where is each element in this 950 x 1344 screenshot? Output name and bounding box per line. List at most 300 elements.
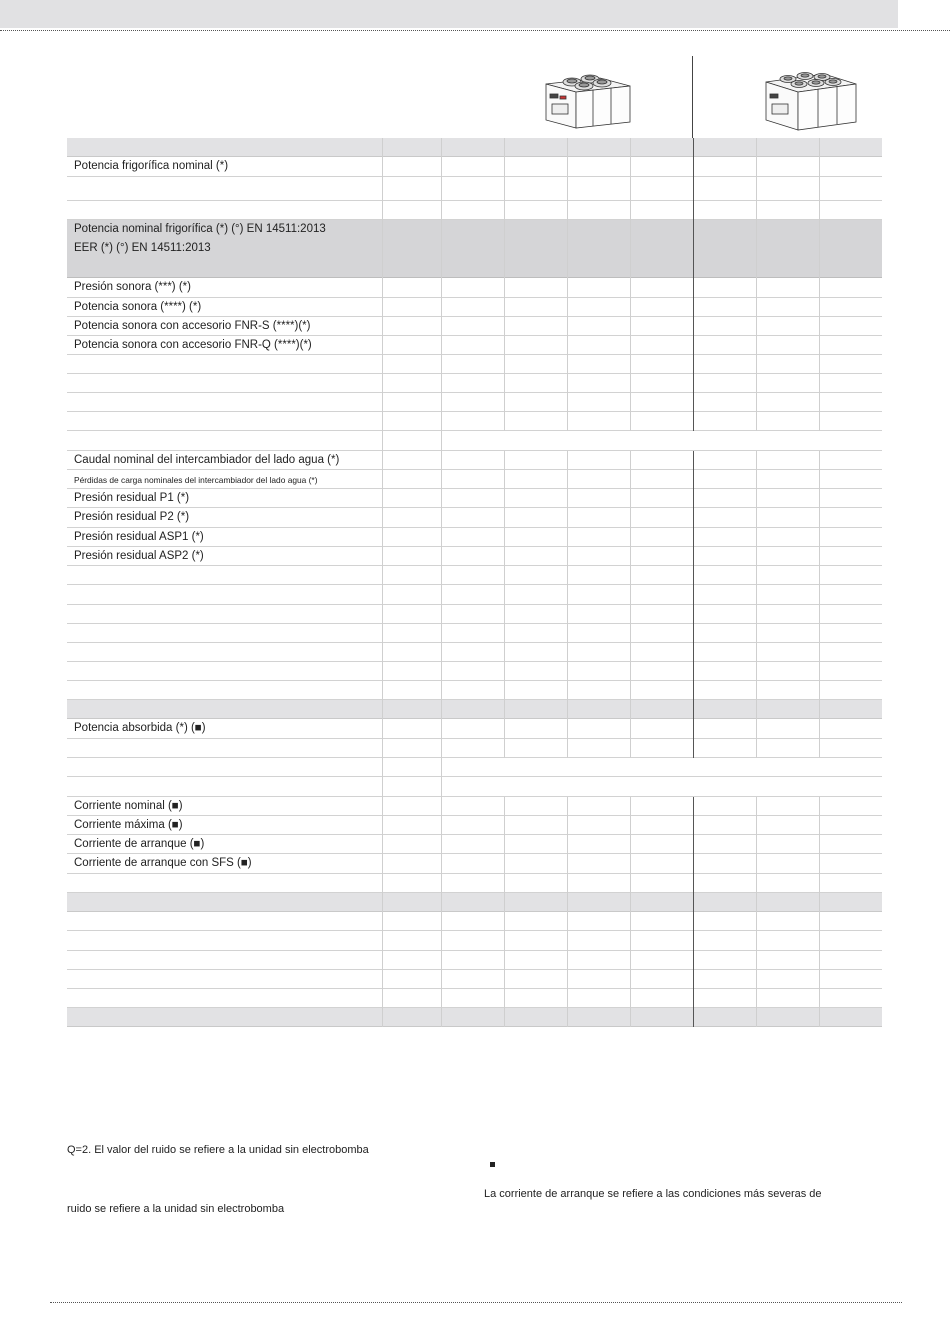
column-divider [819, 912, 820, 931]
column-divider [756, 931, 757, 951]
column-divider [441, 970, 442, 989]
column-divider [693, 1008, 694, 1027]
column-divider [756, 528, 757, 547]
table-row [67, 393, 882, 412]
column-divider [756, 624, 757, 643]
column-divider [382, 624, 383, 643]
column-divider [441, 643, 442, 662]
column-divider [819, 278, 820, 298]
table-row [67, 739, 882, 758]
column-divider [441, 547, 442, 566]
column-divider [630, 157, 631, 177]
column-divider [567, 605, 568, 624]
column-divider [441, 278, 442, 298]
row-label: Caudal nominal del intercambiador del lado agua (*) [74, 454, 340, 466]
table-row [67, 777, 882, 797]
table-row [67, 451, 882, 470]
column-divider [756, 138, 757, 157]
column-divider [630, 739, 631, 758]
column-divider [441, 951, 442, 970]
column-divider [382, 989, 383, 1008]
column-divider [441, 854, 442, 874]
column-divider [756, 547, 757, 566]
column-divider [441, 662, 442, 681]
column-divider [504, 585, 505, 605]
table-row [67, 298, 882, 317]
column-divider [567, 912, 568, 931]
column-divider [504, 201, 505, 220]
table-row [67, 157, 882, 177]
column-divider [441, 451, 442, 470]
table-row [67, 585, 882, 605]
column-divider [441, 201, 442, 220]
column-divider [756, 374, 757, 393]
column-divider [382, 177, 383, 201]
row-label: Corriente máxima (■) [74, 819, 183, 831]
column-divider [441, 912, 442, 931]
row-label: Presión sonora (***) (*) [74, 281, 191, 293]
column-divider [693, 278, 694, 298]
column-divider [819, 662, 820, 681]
technical-data-table [67, 138, 882, 1027]
table-row [67, 758, 882, 777]
column-divider [504, 317, 505, 336]
column-divider [756, 412, 757, 431]
table-row [67, 893, 882, 912]
table-row [67, 431, 882, 451]
table-row [67, 681, 882, 700]
column-divider [441, 1008, 442, 1027]
column-divider [567, 739, 568, 758]
column-divider [693, 508, 694, 528]
column-divider [441, 317, 442, 336]
column-divider [441, 874, 442, 893]
column-divider [693, 585, 694, 605]
column-divider [382, 336, 383, 355]
column-divider [630, 585, 631, 605]
column-divider [567, 874, 568, 893]
column-divider [819, 739, 820, 758]
footnote-starting-current: La corriente de arranque se refiere a las condiciones más severas de [484, 1188, 822, 1200]
column-divider [693, 989, 694, 1008]
column-divider [567, 374, 568, 393]
table-row [67, 374, 882, 393]
column-divider [567, 547, 568, 566]
column-divider [756, 854, 757, 874]
column-divider [693, 317, 694, 336]
column-divider [693, 854, 694, 874]
column-divider [819, 177, 820, 201]
column-divider [693, 874, 694, 893]
table-row [67, 336, 882, 355]
column-divider [382, 355, 383, 374]
column-divider [630, 893, 631, 912]
column-divider [819, 931, 820, 951]
row-label: Pérdidas de carga nominales del intercambiador del lado agua (*) [74, 475, 318, 485]
column-divider [756, 201, 757, 220]
table-row [67, 816, 882, 835]
column-divider [819, 816, 820, 835]
table-row [67, 874, 882, 893]
column-divider [382, 951, 383, 970]
column-divider [819, 528, 820, 547]
column-divider [756, 893, 757, 912]
column-divider [819, 547, 820, 566]
column-divider [382, 298, 383, 317]
column-divider [441, 412, 442, 431]
table-row [67, 201, 882, 220]
column-divider [693, 739, 694, 758]
column-divider [504, 931, 505, 951]
column-divider [504, 970, 505, 989]
column-divider [693, 970, 694, 989]
column-divider [693, 138, 694, 157]
column-divider [441, 298, 442, 317]
column-divider [756, 970, 757, 989]
column-divider [756, 912, 757, 931]
column-divider [504, 797, 505, 816]
row-label: Potencia nominal frigorífica (*) (°) EN 14511:2013 [74, 223, 326, 235]
column-divider [504, 624, 505, 643]
column-divider [756, 393, 757, 412]
column-divider [441, 528, 442, 547]
row-label: Potencia frigorífica nominal (*) [74, 160, 229, 172]
column-divider [441, 355, 442, 374]
column-divider [693, 797, 694, 816]
column-divider [819, 355, 820, 374]
column-divider [819, 605, 820, 624]
column-divider [567, 700, 568, 719]
column-divider [630, 566, 631, 585]
column-divider [819, 412, 820, 431]
column-divider [504, 566, 505, 585]
column-divider [382, 547, 383, 566]
column-divider [567, 1008, 568, 1027]
column-divider [567, 931, 568, 951]
unit-divider [692, 56, 693, 138]
column-divider [567, 393, 568, 412]
column-divider [504, 489, 505, 508]
column-divider [819, 835, 820, 854]
footnote-noise-q2: Q=2. El valor del ruido se refiere a la unidad sin electrobomba [67, 1144, 369, 1156]
column-divider [504, 374, 505, 393]
column-divider [819, 643, 820, 662]
column-divider [567, 278, 568, 298]
column-divider [567, 719, 568, 739]
column-divider [382, 138, 383, 157]
column-divider [382, 797, 383, 816]
column-divider [382, 1008, 383, 1027]
column-divider [630, 912, 631, 931]
column-divider [693, 336, 694, 355]
column-divider [630, 854, 631, 874]
row-label: Presión residual P2 (*) [74, 511, 190, 523]
column-divider [630, 138, 631, 157]
column-divider [693, 412, 694, 431]
column-divider [567, 336, 568, 355]
table-row [67, 278, 882, 298]
column-divider [567, 412, 568, 431]
column-divider [756, 816, 757, 835]
table-row [67, 624, 882, 643]
column-divider [567, 317, 568, 336]
column-divider [567, 138, 568, 157]
column-divider [567, 951, 568, 970]
column-divider [504, 912, 505, 931]
column-divider [441, 508, 442, 528]
column-divider [567, 835, 568, 854]
table-row [67, 951, 882, 970]
column-divider [693, 201, 694, 220]
column-divider [819, 317, 820, 336]
table-row [67, 931, 882, 951]
column-divider [630, 797, 631, 816]
column-divider [756, 298, 757, 317]
column-divider [441, 893, 442, 912]
square-bullet-icon [490, 1162, 495, 1167]
column-divider [504, 893, 505, 912]
column-divider [819, 989, 820, 1008]
table-row [67, 854, 882, 874]
column-divider [819, 681, 820, 700]
column-divider [630, 528, 631, 547]
column-divider [819, 970, 820, 989]
column-divider [441, 931, 442, 951]
column-divider [567, 489, 568, 508]
column-divider [504, 157, 505, 177]
column-divider [819, 893, 820, 912]
column-divider [504, 719, 505, 739]
column-divider [819, 874, 820, 893]
column-divider [630, 451, 631, 470]
column-divider [819, 470, 820, 489]
column-divider [504, 508, 505, 528]
column-divider [567, 681, 568, 700]
column-divider [630, 816, 631, 835]
column-divider [441, 989, 442, 1008]
table-row [67, 412, 882, 431]
column-divider [382, 412, 383, 431]
column-divider [441, 700, 442, 719]
column-divider [693, 157, 694, 177]
column-divider [819, 1008, 820, 1027]
column-divider [693, 177, 694, 201]
column-divider [441, 566, 442, 585]
row-label: Potencia sonora con accesorio FNR-Q (****)(*) [74, 339, 312, 351]
column-divider [693, 298, 694, 317]
column-divider [630, 605, 631, 624]
column-divider [382, 912, 383, 931]
column-divider [382, 893, 383, 912]
column-divider [441, 431, 442, 451]
column-divider [756, 700, 757, 719]
table-row [67, 547, 882, 566]
column-divider [819, 157, 820, 177]
column-divider [819, 624, 820, 643]
row-label: Potencia absorbida (*) (■) [74, 722, 206, 734]
table-row [67, 605, 882, 624]
column-divider [382, 508, 383, 528]
column-divider [756, 220, 757, 278]
column-divider [693, 355, 694, 374]
column-divider [567, 970, 568, 989]
column-divider [567, 566, 568, 585]
table-row [67, 177, 882, 201]
column-divider [693, 719, 694, 739]
column-divider [504, 177, 505, 201]
column-divider [441, 797, 442, 816]
column-divider [441, 719, 442, 739]
column-divider [756, 157, 757, 177]
column-divider [693, 451, 694, 470]
column-divider [567, 624, 568, 643]
column-divider [441, 489, 442, 508]
table-row [67, 489, 882, 508]
column-divider [567, 355, 568, 374]
column-divider [630, 220, 631, 278]
column-divider [441, 681, 442, 700]
column-divider [756, 681, 757, 700]
column-divider [819, 336, 820, 355]
column-divider [630, 624, 631, 643]
column-divider [693, 816, 694, 835]
column-divider [819, 451, 820, 470]
column-divider [693, 220, 694, 278]
column-divider [441, 758, 442, 777]
column-divider [382, 719, 383, 739]
table-row [67, 989, 882, 1008]
column-divider [756, 355, 757, 374]
row-label: Presión residual P1 (*) [74, 492, 190, 504]
column-divider [756, 336, 757, 355]
column-divider [693, 528, 694, 547]
column-divider [382, 970, 383, 989]
column-divider [630, 489, 631, 508]
table-row [67, 643, 882, 662]
column-divider [630, 201, 631, 220]
column-divider [441, 336, 442, 355]
column-divider [441, 374, 442, 393]
column-divider [504, 874, 505, 893]
column-divider [567, 662, 568, 681]
column-divider [504, 854, 505, 874]
column-divider [382, 157, 383, 177]
column-divider [504, 1008, 505, 1027]
row-label-secondary: EER (*) (°) EN 14511:2013 [74, 242, 211, 254]
column-divider [693, 893, 694, 912]
column-divider [756, 451, 757, 470]
column-divider [630, 374, 631, 393]
column-divider [382, 854, 383, 874]
column-divider [382, 585, 383, 605]
column-divider [441, 624, 442, 643]
column-divider [693, 605, 694, 624]
table-row [67, 508, 882, 528]
column-divider [504, 138, 505, 157]
column-divider [382, 662, 383, 681]
column-divider [756, 835, 757, 854]
column-divider [441, 739, 442, 758]
column-divider [819, 298, 820, 317]
column-divider [382, 528, 383, 547]
column-divider [504, 681, 505, 700]
column-divider [819, 951, 820, 970]
column-divider [441, 605, 442, 624]
column-divider [504, 605, 505, 624]
column-divider [441, 138, 442, 157]
column-divider [630, 643, 631, 662]
column-divider [630, 278, 631, 298]
column-divider [567, 643, 568, 662]
column-divider [567, 451, 568, 470]
column-divider [567, 797, 568, 816]
column-divider [382, 374, 383, 393]
column-divider [819, 201, 820, 220]
row-label: Corriente de arranque con SFS (■) [74, 857, 252, 869]
table-row [67, 970, 882, 989]
column-divider [693, 470, 694, 489]
column-divider [819, 220, 820, 278]
table-row [67, 797, 882, 816]
column-divider [567, 220, 568, 278]
column-divider [756, 739, 757, 758]
column-divider [382, 431, 383, 451]
column-divider [693, 951, 694, 970]
column-divider [504, 355, 505, 374]
column-divider [630, 393, 631, 412]
table-row [67, 528, 882, 547]
column-divider [693, 489, 694, 508]
column-divider [630, 470, 631, 489]
column-divider [630, 508, 631, 528]
table-row [67, 835, 882, 854]
column-divider [630, 1008, 631, 1027]
table-row [67, 566, 882, 585]
column-divider [693, 566, 694, 585]
column-divider [756, 605, 757, 624]
column-divider [504, 298, 505, 317]
column-divider [382, 317, 383, 336]
column-divider [819, 566, 820, 585]
column-divider [567, 157, 568, 177]
column-divider [382, 393, 383, 412]
chiller-unit-small-image [538, 50, 638, 130]
table-row [67, 220, 882, 278]
column-divider [441, 816, 442, 835]
column-divider [756, 643, 757, 662]
table-row [67, 662, 882, 681]
column-divider [630, 298, 631, 317]
column-divider [504, 220, 505, 278]
column-divider [504, 278, 505, 298]
header-dotted-rule [0, 30, 950, 31]
column-divider [693, 374, 694, 393]
column-divider [630, 317, 631, 336]
column-divider [756, 566, 757, 585]
column-divider [567, 177, 568, 201]
column-divider [382, 874, 383, 893]
row-label: Potencia sonora (****) (*) [74, 301, 202, 313]
column-divider [819, 854, 820, 874]
table-row [67, 138, 882, 157]
column-divider [693, 624, 694, 643]
column-divider [756, 719, 757, 739]
column-divider [693, 835, 694, 854]
column-divider [504, 336, 505, 355]
column-divider [504, 393, 505, 412]
column-divider [693, 931, 694, 951]
column-divider [630, 681, 631, 700]
